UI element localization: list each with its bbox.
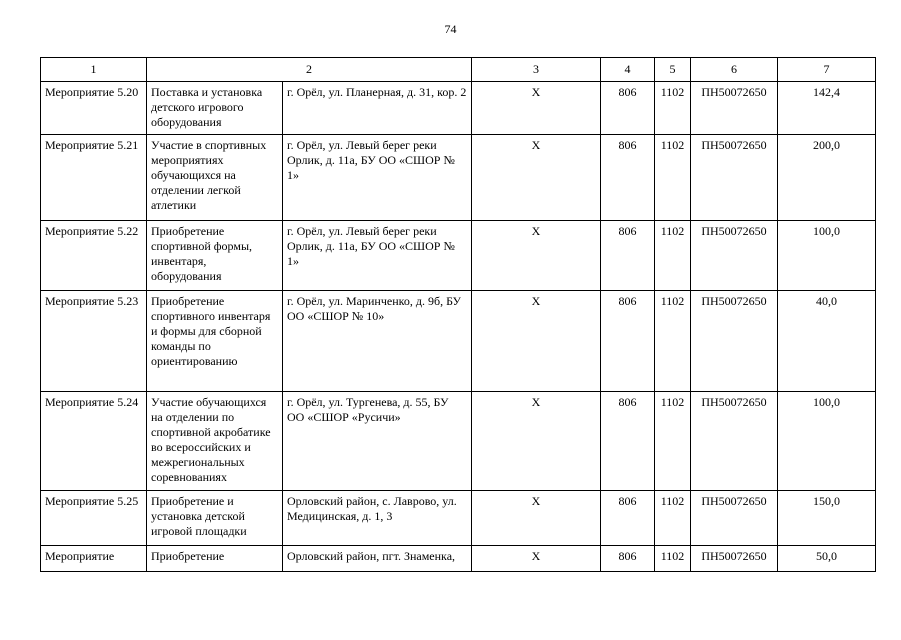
event-id-cell: Мероприятие 5.21 — [41, 135, 147, 221]
col7-cell: 200,0 — [778, 135, 876, 221]
table-row — [41, 546, 876, 572]
header-cell: 3 — [472, 58, 601, 82]
table-row — [41, 221, 876, 291]
col7-cell: 40,0 — [778, 291, 876, 392]
event-name-cell: Приобретение спортивного инвентаря и формы для сборной команды по ориентированию — [147, 291, 283, 392]
header-cell: 2 — [147, 58, 472, 82]
col4-cell: 806 — [601, 291, 655, 392]
col4-cell: 806 — [601, 135, 655, 221]
col3-cell: X — [472, 221, 601, 291]
event-id-cell: Мероприятие 5.20 — [41, 82, 147, 135]
table-row — [41, 392, 876, 491]
event-name-cell: Поставка и установка детского игрового оборудования — [147, 82, 283, 135]
col3-cell: X — [472, 491, 601, 546]
col6-cell: ПН50072650 — [691, 135, 778, 221]
table-row — [41, 491, 876, 546]
col5-cell: 1102 — [655, 392, 691, 491]
header-cell: 1 — [41, 58, 147, 82]
col4-cell: 806 — [601, 392, 655, 491]
event-address-cell: г. Орёл, ул. Планерная, д. 31, кор. 2 — [283, 82, 472, 135]
event-address-cell: г. Орёл, ул. Левый берег реки Орлик, д. 11а, БУ ОО «СШОР № 1» — [283, 135, 472, 221]
col6-cell: ПН50072650 — [691, 221, 778, 291]
event-name-cell: Приобретение спортивной формы, инвентаря, оборудования — [147, 221, 283, 291]
col7-cell: 142,4 — [778, 82, 876, 135]
col7-cell: 100,0 — [778, 392, 876, 491]
event-name-cell: Участие обучающихся на отделении по спортивной акробатике во всероссийских и межрегиональных соревнованиях — [147, 392, 283, 491]
header-cell: 4 — [601, 58, 655, 82]
table-row — [41, 135, 876, 221]
event-address-cell: г. Орёл, ул. Левый берег реки Орлик, д. 11а, БУ ОО «СШОР № 1» — [283, 221, 472, 291]
event-address-cell: г. Орёл, ул. Маринченко, д. 9б, БУ ОО «СШОР № 10» — [283, 291, 472, 392]
col5-cell: 1102 — [655, 82, 691, 135]
col3-cell: X — [472, 392, 601, 491]
col6-cell: ПН50072650 — [691, 291, 778, 392]
col5-cell: 1102 — [655, 221, 691, 291]
event-address-cell: г. Орёл, ул. Тургенева, д. 55, БУ ОО «СШОР «Русичи» — [283, 392, 472, 491]
table-row — [41, 82, 876, 135]
event-id-cell: Мероприятие 5.23 — [41, 291, 147, 392]
table-row — [41, 291, 876, 392]
col7-cell: 150,0 — [778, 491, 876, 546]
event-address-cell: Орловский район, пгт. Знаменка, — [283, 546, 472, 572]
event-id-cell: Мероприятие 5.22 — [41, 221, 147, 291]
header-cell: 5 — [655, 58, 691, 82]
event-id-cell: Мероприятие 5.25 — [41, 491, 147, 546]
col4-cell: 806 — [601, 491, 655, 546]
table-header-row — [41, 58, 876, 82]
col5-cell: 1102 — [655, 291, 691, 392]
header-cell: 6 — [691, 58, 778, 82]
col4-cell: 806 — [601, 546, 655, 572]
col6-cell: ПН50072650 — [691, 82, 778, 135]
col3-cell: X — [472, 291, 601, 392]
col6-cell: ПН50072650 — [691, 392, 778, 491]
budget-table — [40, 57, 876, 572]
col3-cell: X — [472, 82, 601, 135]
event-name-cell: Участие в спортивных мероприятиях обучающихся на отделении легкой атлетики — [147, 135, 283, 221]
col4-cell: 806 — [601, 221, 655, 291]
col4-cell: 806 — [601, 82, 655, 135]
col7-cell: 100,0 — [778, 221, 876, 291]
header-cell: 7 — [778, 58, 876, 82]
event-id-cell: Мероприятие 5.24 — [41, 392, 147, 491]
col5-cell: 1102 — [655, 491, 691, 546]
col6-cell: ПН50072650 — [691, 546, 778, 572]
event-address-cell: Орловский район, с. Лаврово, ул. Медицинская, д. 1, 3 — [283, 491, 472, 546]
col6-cell: ПН50072650 — [691, 491, 778, 546]
col7-cell: 50,0 — [778, 546, 876, 572]
col5-cell: 1102 — [655, 546, 691, 572]
col3-cell: X — [472, 546, 601, 572]
col5-cell: 1102 — [655, 135, 691, 221]
page-number: 74 — [444, 22, 457, 36]
event-name-cell: Приобретение и установка детской игровой площадки — [147, 491, 283, 546]
col3-cell: X — [472, 135, 601, 221]
event-name-cell: Приобретение — [147, 546, 283, 572]
event-id-cell: Мероприятие — [41, 546, 147, 572]
